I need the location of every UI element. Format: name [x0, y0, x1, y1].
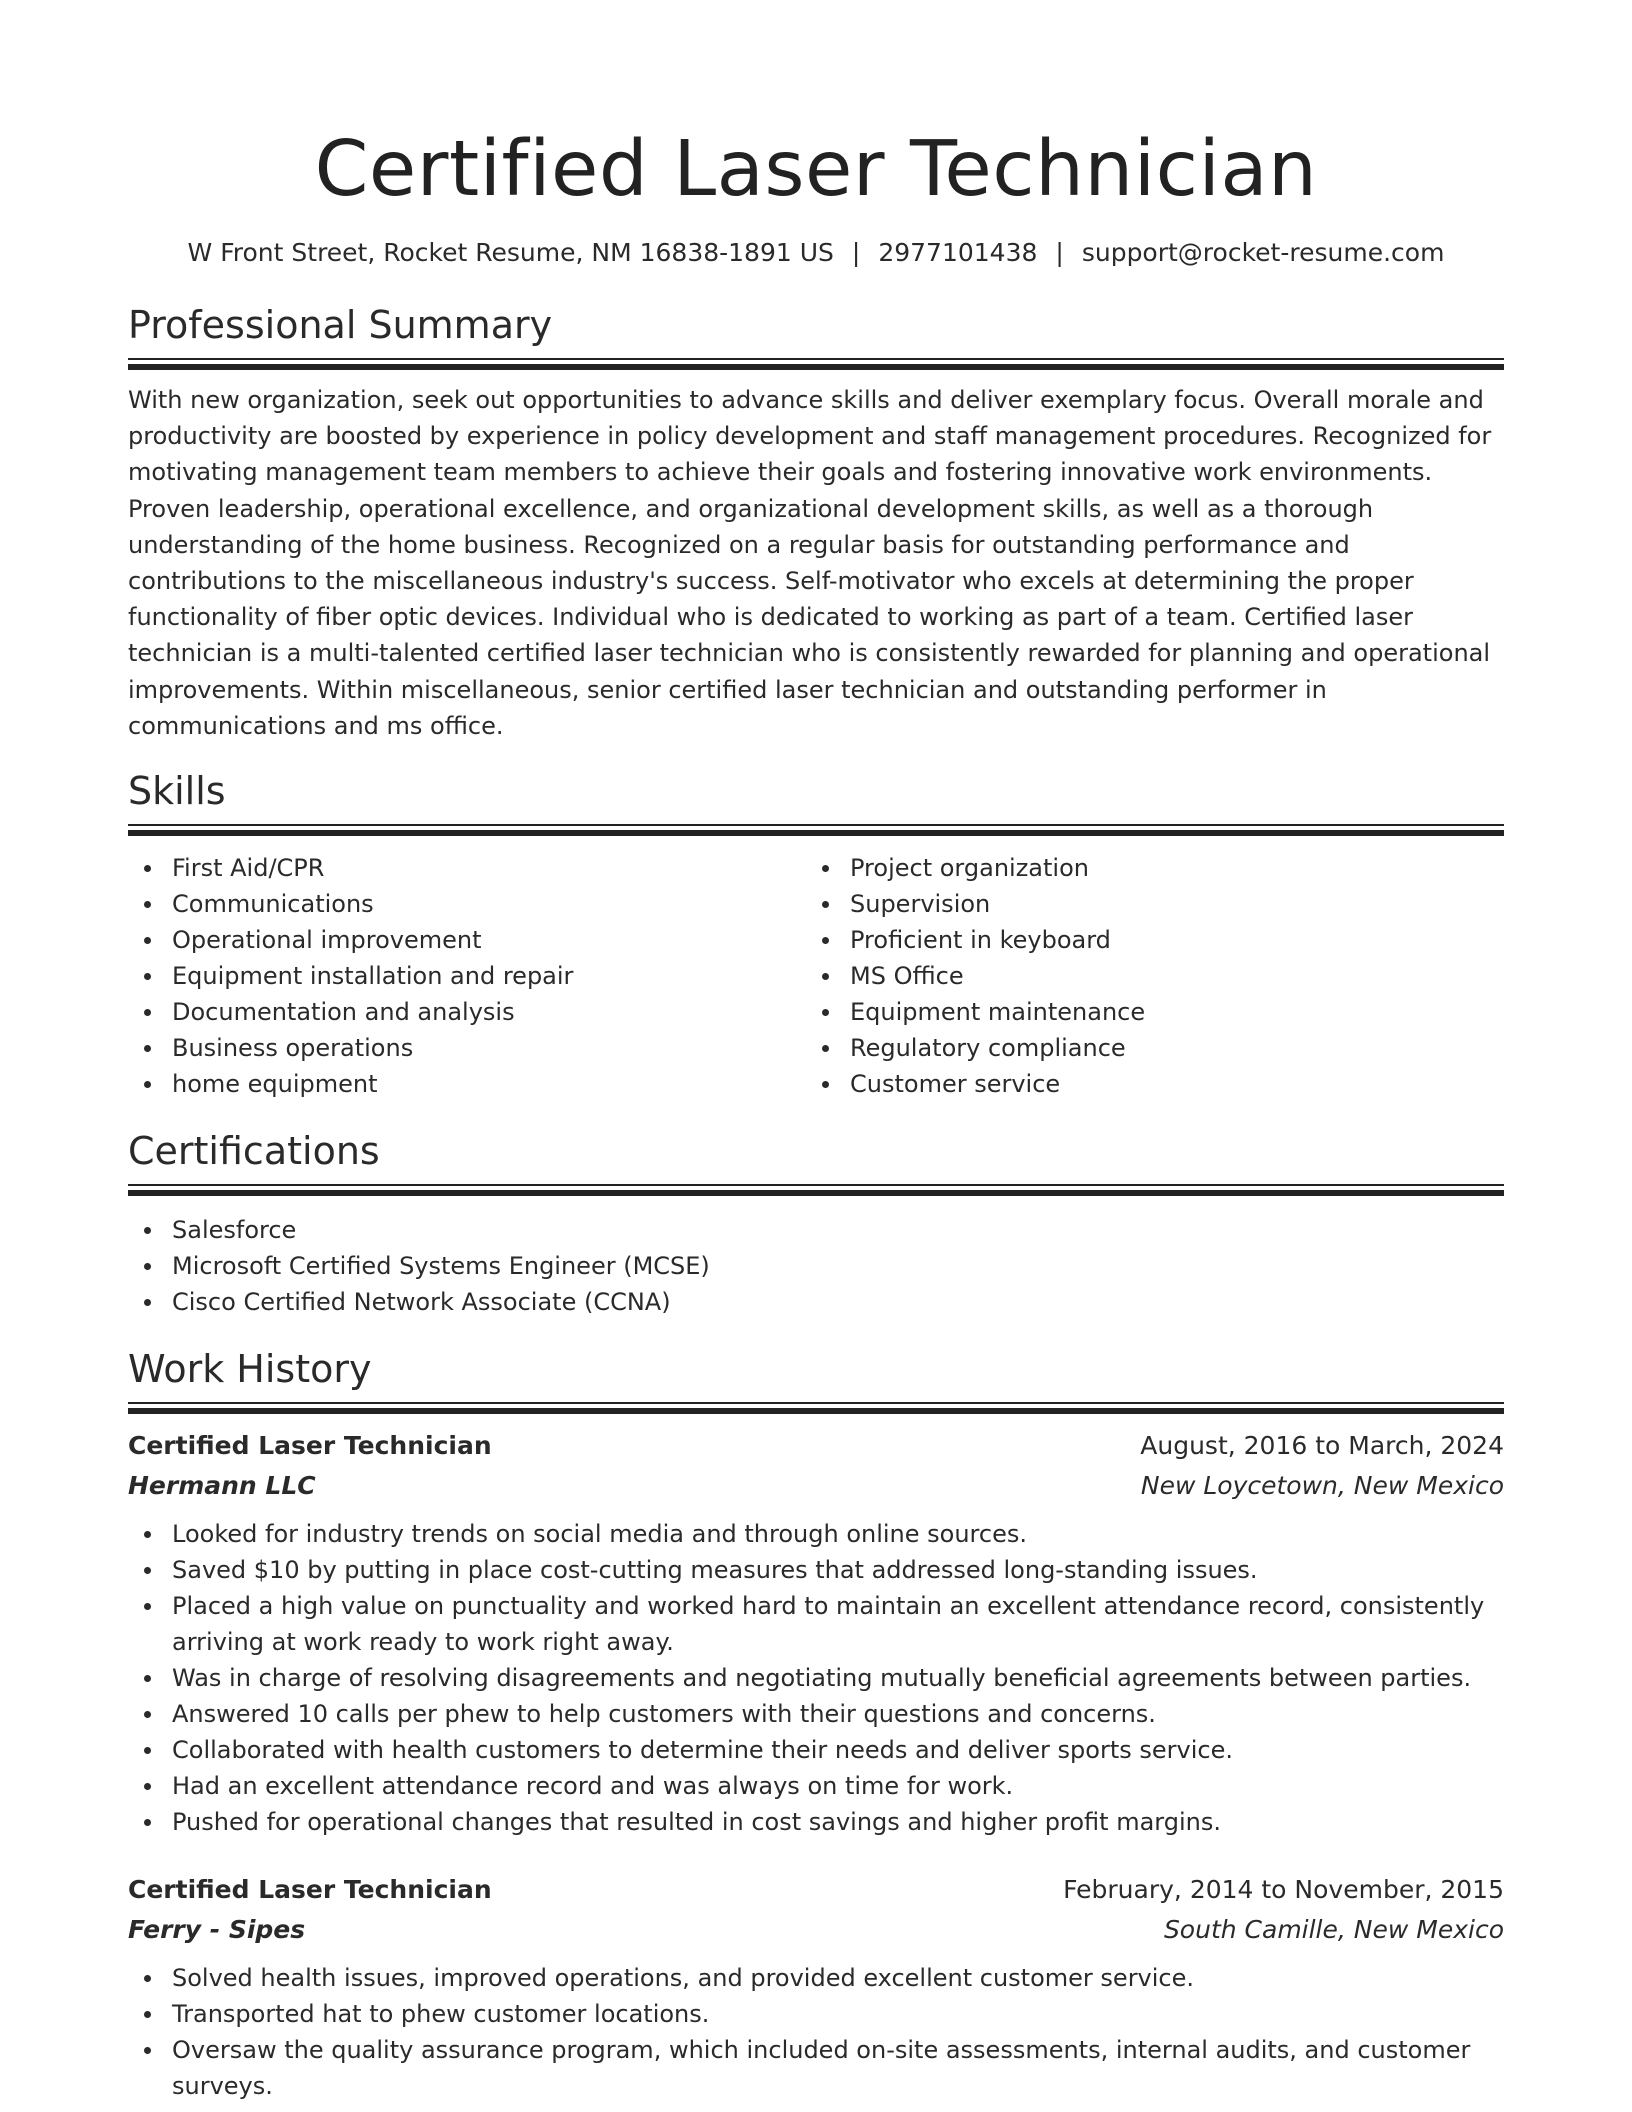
list-item: Operational improvement — [128, 922, 806, 958]
summary-section — [128, 300, 1504, 744]
job-subheader — [128, 1910, 1504, 1950]
list-item: Solved health issues, improved operations, and provided excellent customer service. — [128, 1960, 1504, 1996]
section-divider — [128, 358, 1504, 370]
certifications-list — [128, 1212, 1504, 1320]
contact-phone: 2977101438 — [878, 238, 1038, 267]
list-item: Proficient in keyboard — [806, 922, 1484, 958]
list-item: Oversaw the quality assurance program, which included on-site assessments, internal audits, and customer surveys. — [128, 2032, 1504, 2104]
list-item: Salesforce — [128, 1212, 1504, 1248]
job-entry — [128, 1426, 1504, 1840]
contact-email: support@rocket-resume.com — [1081, 238, 1445, 267]
job-header — [128, 1426, 1504, 1466]
list-item: Equipment maintenance — [806, 994, 1484, 1030]
skills-list-left — [128, 850, 806, 1102]
job-dates: August, 2016 to March, 2024 — [1140, 1431, 1504, 1461]
skills-columns — [128, 850, 1504, 1102]
list-item: Answered 10 calls per phew to help customers with their questions and concerns. — [128, 1696, 1504, 1732]
skills-list-right — [806, 850, 1484, 1102]
list-item: Saved $10 by putting in place cost-cutting measures that addressed long-standing issues. — [128, 1552, 1504, 1588]
job-subheader — [128, 1466, 1504, 1506]
job-company: Ferry - Sipes — [128, 1915, 306, 1945]
job-dates: February, 2014 to November, 2015 — [1063, 1875, 1504, 1905]
list-item: Project organization — [806, 850, 1484, 886]
list-item: Regulatory compliance — [806, 1030, 1484, 1066]
list-item: Documentation and analysis — [128, 994, 806, 1030]
job-title: Certified Laser Technician — [128, 1875, 492, 1905]
list-item: Was in charge of resolving disagreements and negotiating mutually beneficial agreements between parties. — [128, 1660, 1504, 1696]
work-history-section — [128, 1344, 1504, 2104]
list-item: Customer service — [806, 1066, 1484, 1102]
section-divider — [128, 1184, 1504, 1196]
list-item: Pushed for operational changes that resulted in cost savings and higher profit margins. — [128, 1804, 1504, 1840]
contact-line — [128, 236, 1504, 270]
section-heading-skills: Skills — [128, 769, 226, 814]
list-item: Cisco Certified Network Associate (CCNA) — [128, 1284, 1504, 1320]
job-bullets — [128, 1960, 1504, 2104]
job-location: New Loycetown, New Mexico — [1140, 1471, 1504, 1501]
list-item: Transported hat to phew customer locations. — [128, 1996, 1504, 2032]
list-item: Equipment installation and repair — [128, 958, 806, 994]
list-item: Communications — [128, 886, 806, 922]
resume-title: Certified Laser Technician — [314, 125, 1318, 214]
section-heading-certifications: Certifications — [128, 1129, 380, 1174]
job-entry — [128, 1870, 1504, 2104]
section-divider — [128, 1402, 1504, 1414]
job-location: South Camille, New Mexico — [1163, 1915, 1504, 1945]
list-item: Collaborated with health customers to determine their needs and deliver sports service. — [128, 1732, 1504, 1768]
list-item: Microsoft Certified Systems Engineer (MCSE) — [128, 1248, 1504, 1284]
job-company: Hermann LLC — [128, 1471, 316, 1501]
list-item: MS Office — [806, 958, 1484, 994]
section-heading-summary: Professional Summary — [128, 303, 553, 347]
list-item: home equipment — [128, 1066, 806, 1102]
job-title: Certified Laser Technician — [128, 1431, 492, 1461]
section-divider — [128, 824, 1504, 836]
skills-section — [128, 766, 1504, 1102]
section-heading-work-history: Work History — [128, 1347, 372, 1392]
contact-separator: | — [1055, 238, 1064, 267]
list-item: Business operations — [128, 1030, 806, 1066]
list-item: Placed a high value on punctuality and worked hard to maintain an excellent attendance record, consistently arriving at work ready to work right away. — [128, 1588, 1504, 1660]
list-item: Had an excellent attendance record and was always on time for work. — [128, 1768, 1504, 1804]
list-item: Supervision — [806, 886, 1484, 922]
summary-text: With new organization, seek out opportunities to advance skills and deliver exemplary focus. Overall morale and productivity are boosted by experience in policy development and staff management procedures. Recognized for motivating management team members to achieve their goals and fostering innovative work environments. Proven leadership, operational excellence, and organizational development skills, as well as a thorough understanding of the home business. Recognized on a regular basis for outstanding performance and contributions to the miscellaneous industry's success. Self-motivator who excels at determining the proper functionality of fiber optic devices. Individual who is dedicated to working as part of a team. Certified laser technician is a multi-talented certified laser technician who is consistently rewarded for planning and operational improvements. Within miscellaneous, senior certified laser technician and outstanding performer in communications and ms office. — [128, 386, 1492, 740]
list-item: First Aid/CPR — [128, 850, 806, 886]
list-item: Looked for industry trends on social media and through online sources. — [128, 1516, 1504, 1552]
certifications-section — [128, 1126, 1504, 1320]
contact-address: W Front Street, Rocket Resume, NM 16838-1891 US — [187, 238, 834, 267]
resume-content — [128, 0, 1504, 2104]
contact-separator: | — [851, 238, 861, 267]
job-header — [128, 1870, 1504, 1910]
job-bullets — [128, 1516, 1504, 1840]
